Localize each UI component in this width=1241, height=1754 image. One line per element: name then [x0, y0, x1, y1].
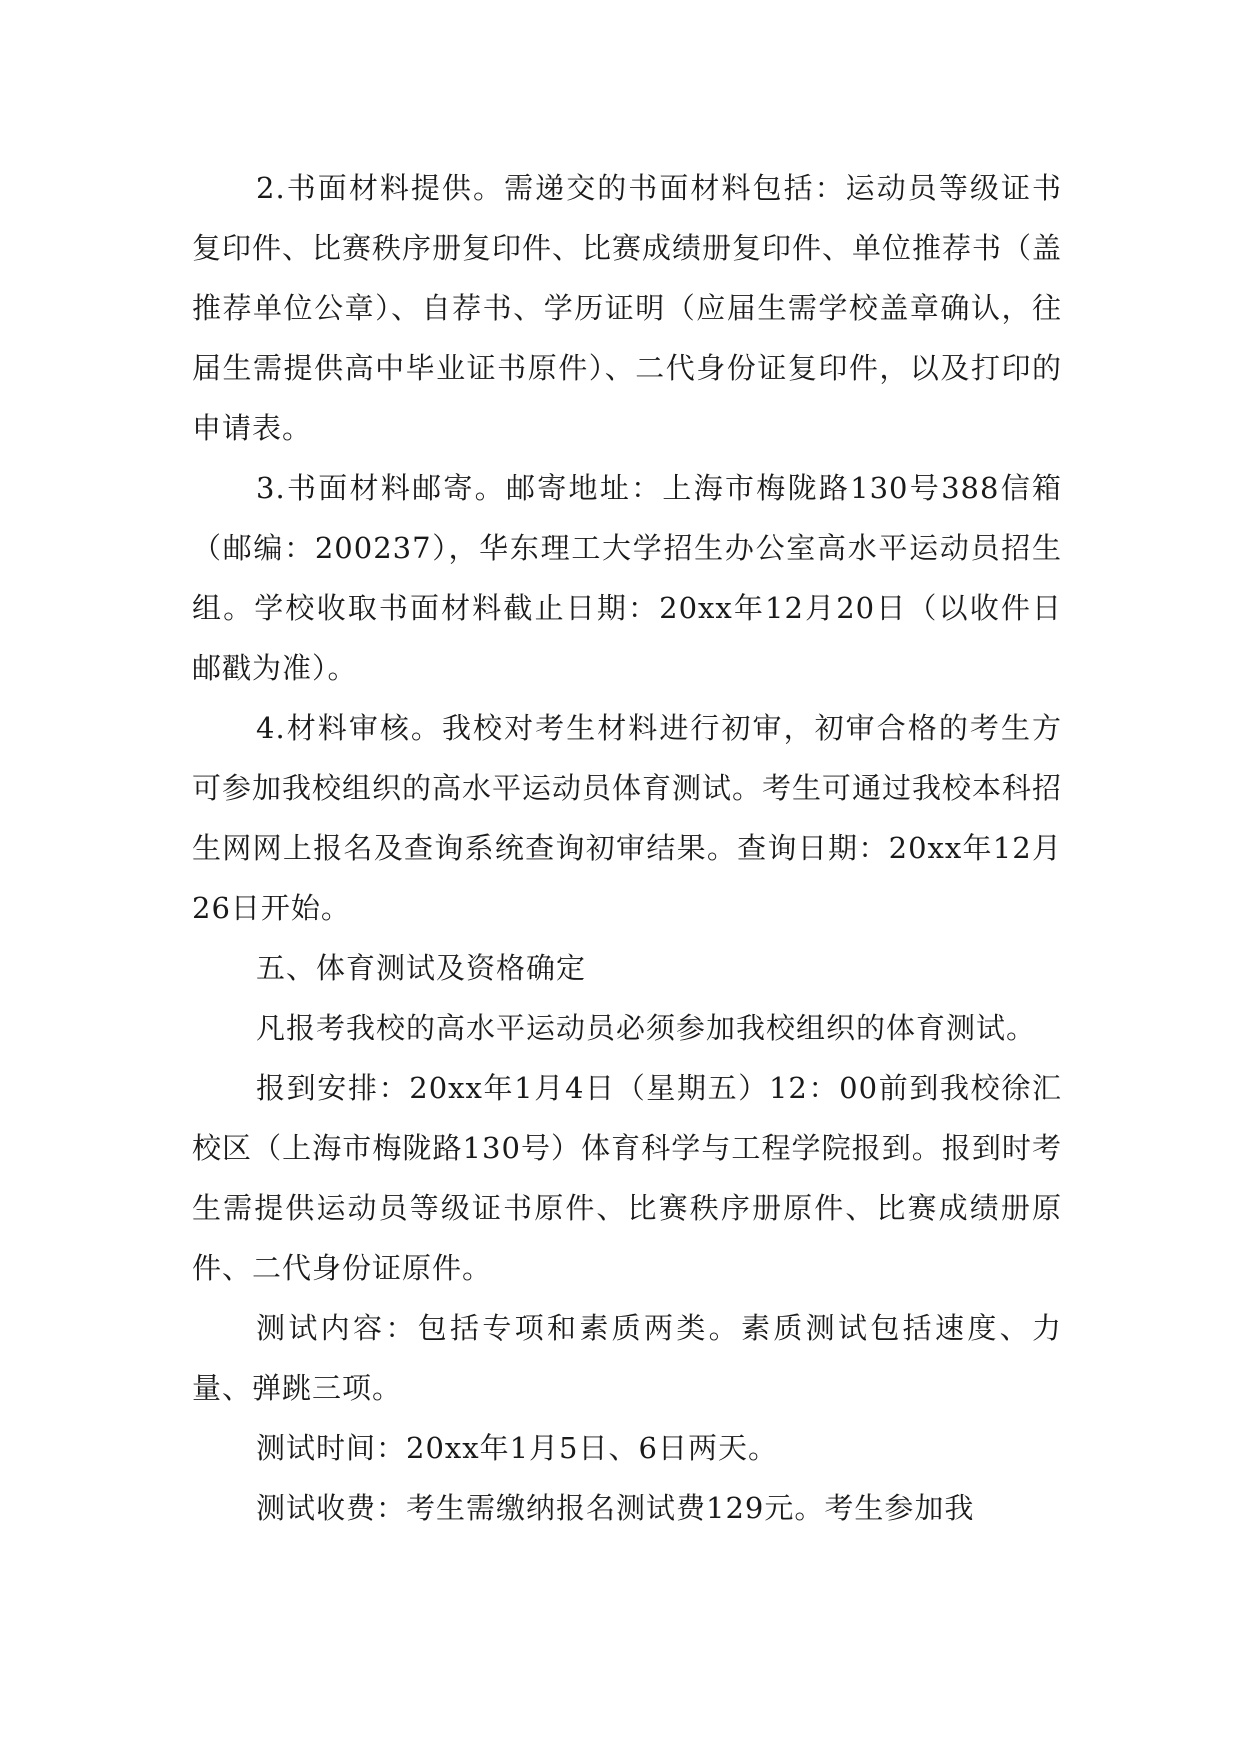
section-heading-sports-test: 五、体育测试及资格确定	[256, 951, 587, 985]
paragraph-test-content: 测试内容：包括专项和素质两类。素质测试包括速度、力量、弹跳三项。	[192, 1311, 1062, 1405]
paragraph-test-time: 测试时间：20xx年1月5日、6日两天。	[256, 1431, 778, 1465]
paragraph-test-fee: 测试收费：考生需缴纳报名测试费129元。考生参加我	[256, 1491, 975, 1525]
paragraph-mailing: 3.书面材料邮寄。邮寄地址：上海市梅陇路130号388信箱（邮编：200237），华东理工大学招生办公室高水平运动员招生组。学校收取书面材料截止日期：20xx年12月20日（以收件日邮戳为准）。	[192, 471, 1062, 685]
paragraph-registration: 报到安排：20xx年1月4日（星期五）12：00前到我校徐汇校区（上海市梅陇路130号）体育科学与工程学院报到。报到时考生需提供运动员等级证书原件、比赛秩序册原件、比赛成绩册原件、二代身份证原件。	[192, 1071, 1062, 1285]
document-body	[192, 158, 1062, 1538]
paragraph-written-materials: 2.书面材料提供。需递交的书面材料包括：运动员等级证书复印件、比赛秩序册复印件、比赛成绩册复印件、单位推荐书（盖推荐单位公章）、自荐书、学历证明（应届生需学校盖章确认，往届生需提供高中毕业证书原件）、二代身份证复印件，以及打印的申请表。	[192, 171, 1063, 445]
paragraph-test-requirement: 凡报考我校的高水平运动员必须参加我校组织的体育测试。	[256, 1011, 1037, 1045]
paragraph-review: 4.材料审核。我校对考生材料进行初审，初审合格的考生方可参加我校组织的高水平运动员体育测试。考生可通过我校本科招生网网上报名及查询系统查询初审结果。查询日期：20xx年12月26日开始。	[192, 711, 1063, 925]
